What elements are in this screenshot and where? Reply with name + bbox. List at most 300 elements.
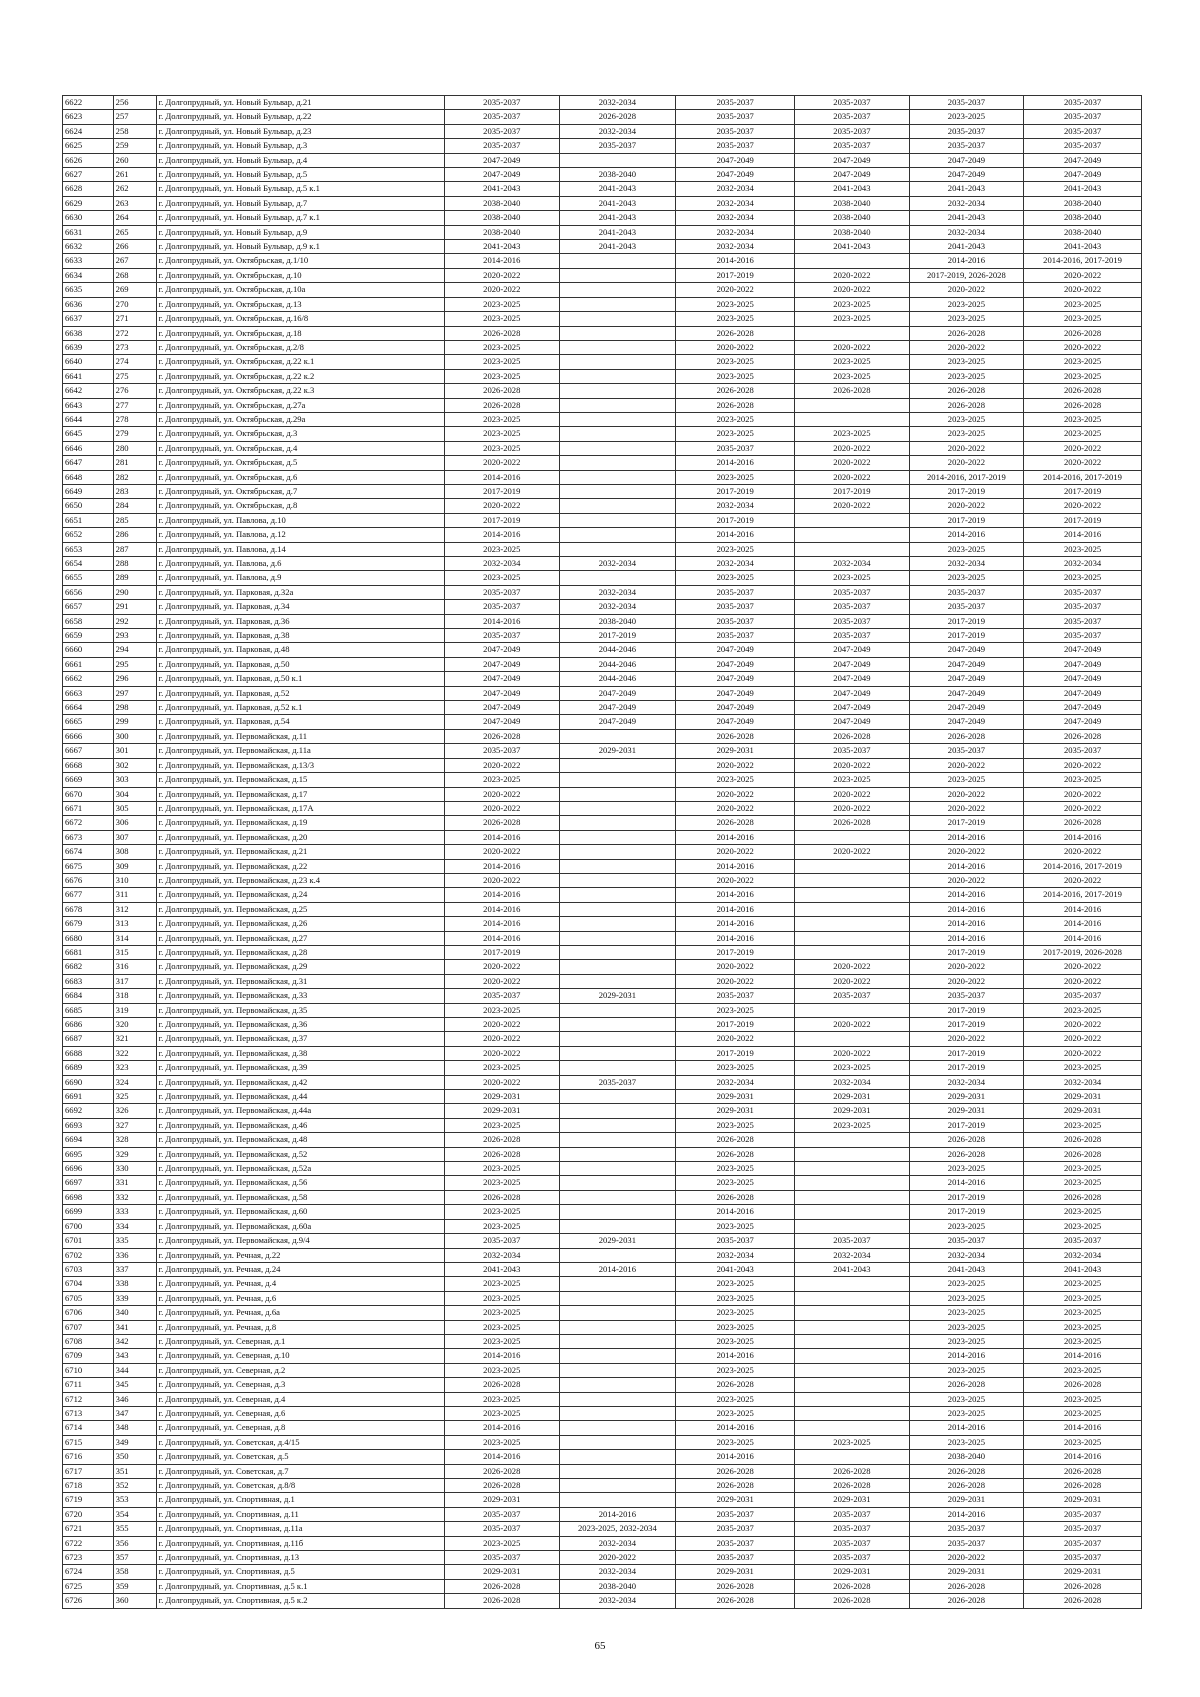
period-cell-6: 2035-2037 xyxy=(1024,1507,1142,1521)
item-number-cell: 270 xyxy=(113,297,156,311)
period-cell-3: 2047-2049 xyxy=(676,657,795,671)
table-row xyxy=(63,1190,1142,1204)
period-cell-4: 2035-2037 xyxy=(795,110,910,124)
address-cell: г. Долгопрудный, ул. Парковая, д.54 xyxy=(156,715,444,729)
period-cell-3: 2023-2025 xyxy=(676,312,795,326)
period-cell-5: 2023-2025 xyxy=(909,1435,1024,1449)
item-number-cell: 298 xyxy=(113,701,156,715)
period-cell-2 xyxy=(559,398,676,412)
table-row xyxy=(63,1406,1142,1420)
period-cell-4 xyxy=(795,1205,910,1219)
item-number-cell: 317 xyxy=(113,974,156,988)
item-number-cell: 329 xyxy=(113,1147,156,1161)
period-cell-6: 2038-2040 xyxy=(1024,225,1142,239)
period-cell-5: 2017-2019 xyxy=(909,1046,1024,1060)
table-row xyxy=(63,1378,1142,1392)
period-cell-4: 2020-2022 xyxy=(795,441,910,455)
row-number-cell: 6672 xyxy=(63,816,114,830)
period-cell-2 xyxy=(559,830,676,844)
period-cell-1: 2023-2025 xyxy=(445,1536,560,1550)
address-cell: г. Долгопрудный, ул. Первомайская, д.60а xyxy=(156,1219,444,1233)
period-cell-1: 2023-2025 xyxy=(445,1320,560,1334)
period-cell-6: 2047-2049 xyxy=(1024,686,1142,700)
address-cell: г. Долгопрудный, ул. Северная, д.8 xyxy=(156,1421,444,1435)
period-cell-4: 2035-2037 xyxy=(795,989,910,1003)
period-cell-3: 2017-2019 xyxy=(676,484,795,498)
period-cell-6: 2047-2049 xyxy=(1024,643,1142,657)
table-row xyxy=(63,1003,1142,1017)
period-cell-1: 2014-2016 xyxy=(445,614,560,628)
table-row xyxy=(63,917,1142,931)
address-cell: г. Долгопрудный, ул. Новый Бульвар, д.7 xyxy=(156,196,444,210)
period-cell-2 xyxy=(559,1291,676,1305)
period-cell-1: 2020-2022 xyxy=(445,456,560,470)
address-cell: г. Долгопрудный, ул. Первомайская, д.11а xyxy=(156,744,444,758)
address-cell: г. Долгопрудный, ул. Речная, д.6а xyxy=(156,1306,444,1320)
period-cell-2: 2032-2034 xyxy=(559,585,676,599)
period-cell-4: 2020-2022 xyxy=(795,845,910,859)
period-cell-2: 2032-2034 xyxy=(559,1565,676,1579)
period-cell-2 xyxy=(559,153,676,167)
period-cell-6: 2047-2049 xyxy=(1024,153,1142,167)
item-number-cell: 326 xyxy=(113,1104,156,1118)
period-cell-2: 2047-2049 xyxy=(559,701,676,715)
period-cell-6: 2014-2016 xyxy=(1024,830,1142,844)
address-cell: г. Долгопрудный, ул. Октябрьская, д.16/8 xyxy=(156,312,444,326)
address-cell: г. Долгопрудный, ул. Октябрьская, д.6 xyxy=(156,470,444,484)
period-cell-2 xyxy=(559,297,676,311)
table-row xyxy=(63,110,1142,124)
item-number-cell: 262 xyxy=(113,182,156,196)
period-cell-2 xyxy=(559,931,676,945)
period-cell-3: 2020-2022 xyxy=(676,283,795,297)
period-cell-6: 2047-2049 xyxy=(1024,715,1142,729)
row-number-cell: 6654 xyxy=(63,557,114,571)
address-cell: г. Долгопрудный, ул. Октябрьская, д.22 к.3 xyxy=(156,384,444,398)
period-cell-2 xyxy=(559,571,676,585)
period-cell-1: 2017-2019 xyxy=(445,513,560,527)
address-cell: г. Долгопрудный, ул. Новый Бульвар, д.4 xyxy=(156,153,444,167)
address-cell: г. Долгопрудный, ул. Первомайская, д.52а xyxy=(156,1162,444,1176)
period-cell-2: 2035-2037 xyxy=(559,139,676,153)
period-cell-3: 2035-2037 xyxy=(676,1551,795,1565)
period-cell-4: 2020-2022 xyxy=(795,499,910,513)
address-cell: г. Долгопрудный, ул. Первомайская, д.19 xyxy=(156,816,444,830)
period-cell-6: 2026-2028 xyxy=(1024,1147,1142,1161)
period-cell-6: 2041-2043 xyxy=(1024,1262,1142,1276)
period-cell-1: 2026-2028 xyxy=(445,1147,560,1161)
item-number-cell: 300 xyxy=(113,729,156,743)
period-cell-4 xyxy=(795,398,910,412)
table-row xyxy=(63,729,1142,743)
address-cell: г. Долгопрудный, ул. Первомайская, д.13/3 xyxy=(156,758,444,772)
item-number-cell: 295 xyxy=(113,657,156,671)
period-cell-3: 2026-2028 xyxy=(676,384,795,398)
row-number-cell: 6666 xyxy=(63,729,114,743)
row-number-cell: 6716 xyxy=(63,1450,114,1464)
item-number-cell: 311 xyxy=(113,888,156,902)
period-cell-4: 2035-2037 xyxy=(795,1536,910,1550)
period-cell-6: 2023-2025 xyxy=(1024,427,1142,441)
period-cell-5: 2023-2025 xyxy=(909,571,1024,585)
period-cell-2 xyxy=(559,384,676,398)
period-cell-2: 2032-2034 xyxy=(559,1594,676,1608)
table-row xyxy=(63,1176,1142,1190)
period-cell-5: 2023-2025 xyxy=(909,110,1024,124)
period-cell-1: 2023-2025 xyxy=(445,1205,560,1219)
address-cell: г. Долгопрудный, ул. Парковая, д.52 к.1 xyxy=(156,701,444,715)
period-cell-6: 2020-2022 xyxy=(1024,441,1142,455)
period-cell-3: 2023-2025 xyxy=(676,1291,795,1305)
period-cell-4: 2023-2025 xyxy=(795,571,910,585)
item-number-cell: 332 xyxy=(113,1190,156,1204)
table-row xyxy=(63,686,1142,700)
period-cell-4: 2041-2043 xyxy=(795,240,910,254)
item-number-cell: 331 xyxy=(113,1176,156,1190)
row-number-cell: 6622 xyxy=(63,96,114,110)
period-cell-3: 2023-2025 xyxy=(676,369,795,383)
period-cell-1: 2014-2016 xyxy=(445,528,560,542)
period-cell-1: 2041-2043 xyxy=(445,240,560,254)
period-cell-5: 2035-2037 xyxy=(909,1522,1024,1536)
period-cell-6: 2038-2040 xyxy=(1024,211,1142,225)
period-cell-3: 2026-2028 xyxy=(676,1147,795,1161)
address-cell: г. Долгопрудный, ул. Октябрьская, д.29а xyxy=(156,412,444,426)
address-cell: г. Долгопрудный, ул. Первомайская, д.31 xyxy=(156,974,444,988)
item-number-cell: 359 xyxy=(113,1579,156,1593)
period-cell-6: 2023-2025 xyxy=(1024,1061,1142,1075)
address-cell: г. Долгопрудный, ул. Первомайская, д.23 к.4 xyxy=(156,873,444,887)
table-row xyxy=(63,629,1142,643)
period-cell-1: 2023-2025 xyxy=(445,355,560,369)
period-cell-1: 2038-2040 xyxy=(445,211,560,225)
period-cell-1: 2035-2037 xyxy=(445,1507,560,1521)
period-cell-3: 2020-2022 xyxy=(676,758,795,772)
table-row xyxy=(63,1594,1142,1608)
table-row xyxy=(63,744,1142,758)
item-number-cell: 301 xyxy=(113,744,156,758)
table-row xyxy=(63,470,1142,484)
period-cell-5: 2047-2049 xyxy=(909,686,1024,700)
period-cell-1: 2023-2025 xyxy=(445,773,560,787)
table-row xyxy=(63,600,1142,614)
period-cell-5: 2026-2028 xyxy=(909,1147,1024,1161)
period-cell-1: 2020-2022 xyxy=(445,1018,560,1032)
address-cell: г. Долгопрудный, ул. Первомайская, д.15 xyxy=(156,773,444,787)
table-row xyxy=(63,1162,1142,1176)
table-row xyxy=(63,1277,1142,1291)
item-number-cell: 290 xyxy=(113,585,156,599)
address-cell: г. Долгопрудный, ул. Октябрьская, д.3 xyxy=(156,427,444,441)
period-cell-1: 2047-2049 xyxy=(445,715,560,729)
table-row xyxy=(63,369,1142,383)
period-cell-5: 2026-2028 xyxy=(909,1579,1024,1593)
period-cell-1: 2035-2037 xyxy=(445,139,560,153)
period-cell-5: 2026-2028 xyxy=(909,1594,1024,1608)
item-number-cell: 338 xyxy=(113,1277,156,1291)
period-cell-4 xyxy=(795,1162,910,1176)
table-row xyxy=(63,657,1142,671)
row-number-cell: 6719 xyxy=(63,1493,114,1507)
row-number-cell: 6697 xyxy=(63,1176,114,1190)
period-cell-1: 2023-2025 xyxy=(445,1219,560,1233)
period-cell-6: 2029-2031 xyxy=(1024,1090,1142,1104)
period-cell-5: 2026-2028 xyxy=(909,326,1024,340)
table-row xyxy=(63,427,1142,441)
address-cell: г. Долгопрудный, ул. Первомайская, д.24 xyxy=(156,888,444,902)
period-cell-1: 2026-2028 xyxy=(445,729,560,743)
period-cell-1: 2023-2025 xyxy=(445,369,560,383)
period-cell-5: 2023-2025 xyxy=(909,312,1024,326)
period-cell-1: 2020-2022 xyxy=(445,758,560,772)
period-cell-1: 2029-2031 xyxy=(445,1493,560,1507)
period-cell-2 xyxy=(559,499,676,513)
period-cell-5: 2032-2034 xyxy=(909,1075,1024,1089)
period-cell-5: 2032-2034 xyxy=(909,557,1024,571)
row-number-cell: 6652 xyxy=(63,528,114,542)
period-cell-3: 2014-2016 xyxy=(676,254,795,268)
address-cell: г. Долгопрудный, ул. Речная, д.22 xyxy=(156,1248,444,1262)
row-number-cell: 6705 xyxy=(63,1291,114,1305)
address-cell: г. Долгопрудный, ул. Новый Бульвар, д.21 xyxy=(156,96,444,110)
address-cell: г. Долгопрудный, ул. Первомайская, д.52 xyxy=(156,1147,444,1161)
address-cell: г. Долгопрудный, ул. Парковая, д.34 xyxy=(156,600,444,614)
period-cell-5: 2020-2022 xyxy=(909,787,1024,801)
period-cell-4: 2029-2031 xyxy=(795,1493,910,1507)
period-cell-1: 2020-2022 xyxy=(445,268,560,282)
address-cell: г. Долгопрудный, ул. Первомайская, д.26 xyxy=(156,917,444,931)
address-cell: г. Долгопрудный, ул. Парковая, д.50 к.1 xyxy=(156,672,444,686)
table-row xyxy=(63,456,1142,470)
address-cell: г. Долгопрудный, ул. Первомайская, д.33 xyxy=(156,989,444,1003)
period-cell-2 xyxy=(559,787,676,801)
row-number-cell: 6723 xyxy=(63,1551,114,1565)
period-cell-3: 2029-2031 xyxy=(676,1104,795,1118)
period-cell-5: 2023-2025 xyxy=(909,1392,1024,1406)
period-cell-3: 2047-2049 xyxy=(676,153,795,167)
period-cell-5: 2020-2022 xyxy=(909,283,1024,297)
row-number-cell: 6706 xyxy=(63,1306,114,1320)
period-cell-3: 2014-2016 xyxy=(676,528,795,542)
row-number-cell: 6645 xyxy=(63,427,114,441)
period-cell-6: 2026-2028 xyxy=(1024,1190,1142,1204)
period-cell-6: 2026-2028 xyxy=(1024,1378,1142,1392)
period-cell-4: 2020-2022 xyxy=(795,340,910,354)
item-number-cell: 319 xyxy=(113,1003,156,1017)
period-cell-5: 2026-2028 xyxy=(909,1479,1024,1493)
address-cell: г. Долгопрудный, ул. Первомайская, д.20 xyxy=(156,830,444,844)
table-row xyxy=(63,1493,1142,1507)
period-cell-1: 2026-2028 xyxy=(445,1378,560,1392)
period-cell-5: 2020-2022 xyxy=(909,456,1024,470)
table-row xyxy=(63,1234,1142,1248)
address-cell: г. Долгопрудный, ул. Новый Бульвар, д.5 xyxy=(156,168,444,182)
period-cell-4: 2026-2028 xyxy=(795,1464,910,1478)
table-row xyxy=(63,945,1142,959)
item-number-cell: 313 xyxy=(113,917,156,931)
row-number-cell: 6667 xyxy=(63,744,114,758)
period-cell-5: 2032-2034 xyxy=(909,196,1024,210)
table-row xyxy=(63,1018,1142,1032)
address-cell: г. Долгопрудный, ул. Советская, д.4/15 xyxy=(156,1435,444,1449)
item-number-cell: 281 xyxy=(113,456,156,470)
period-cell-1: 2026-2028 xyxy=(445,384,560,398)
period-cell-5: 2020-2022 xyxy=(909,1032,1024,1046)
table-row xyxy=(63,1450,1142,1464)
table-row xyxy=(63,168,1142,182)
period-cell-3: 2035-2037 xyxy=(676,441,795,455)
period-cell-1: 2014-2016 xyxy=(445,859,560,873)
period-cell-4: 2026-2028 xyxy=(795,1479,910,1493)
period-cell-3: 2041-2043 xyxy=(676,1262,795,1276)
period-cell-4 xyxy=(795,254,910,268)
period-cell-4 xyxy=(795,1032,910,1046)
row-number-cell: 6634 xyxy=(63,268,114,282)
period-cell-6: 2026-2028 xyxy=(1024,1464,1142,1478)
address-cell: г. Долгопрудный, ул. Первомайская, д.25 xyxy=(156,902,444,916)
period-cell-2 xyxy=(559,1406,676,1420)
item-number-cell: 271 xyxy=(113,312,156,326)
table-row xyxy=(63,1133,1142,1147)
period-cell-3: 2014-2016 xyxy=(676,931,795,945)
period-cell-3: 2035-2037 xyxy=(676,124,795,138)
period-cell-4 xyxy=(795,1378,910,1392)
item-number-cell: 303 xyxy=(113,773,156,787)
period-cell-3: 2035-2037 xyxy=(676,1522,795,1536)
period-cell-6: 2017-2019 xyxy=(1024,513,1142,527)
period-cell-2 xyxy=(559,470,676,484)
period-cell-3: 2032-2034 xyxy=(676,1248,795,1262)
period-cell-4: 2026-2028 xyxy=(795,1594,910,1608)
period-cell-6: 2035-2037 xyxy=(1024,1536,1142,1550)
item-number-cell: 355 xyxy=(113,1522,156,1536)
item-number-cell: 279 xyxy=(113,427,156,441)
period-cell-2 xyxy=(559,441,676,455)
row-number-cell: 6630 xyxy=(63,211,114,225)
period-cell-3: 2035-2037 xyxy=(676,110,795,124)
period-cell-1: 2020-2022 xyxy=(445,801,560,815)
period-cell-2 xyxy=(559,326,676,340)
period-cell-1: 2020-2022 xyxy=(445,1046,560,1060)
period-cell-1: 2032-2034 xyxy=(445,557,560,571)
item-number-cell: 351 xyxy=(113,1464,156,1478)
period-cell-6: 2023-2025 xyxy=(1024,1118,1142,1132)
period-cell-6: 2023-2025 xyxy=(1024,1219,1142,1233)
period-cell-1: 2023-2025 xyxy=(445,1061,560,1075)
address-cell: г. Долгопрудный, ул. Октябрьская, д.1/10 xyxy=(156,254,444,268)
item-number-cell: 288 xyxy=(113,557,156,571)
table-row xyxy=(63,1536,1142,1550)
period-cell-2 xyxy=(559,312,676,326)
item-number-cell: 307 xyxy=(113,830,156,844)
period-cell-2 xyxy=(559,1205,676,1219)
period-cell-5: 2035-2037 xyxy=(909,124,1024,138)
period-cell-2: 2032-2034 xyxy=(559,600,676,614)
period-cell-6: 2014-2016, 2017-2019 xyxy=(1024,888,1142,902)
period-cell-3: 2026-2028 xyxy=(676,1594,795,1608)
period-cell-4: 2047-2049 xyxy=(795,643,910,657)
row-number-cell: 6717 xyxy=(63,1464,114,1478)
item-number-cell: 327 xyxy=(113,1118,156,1132)
period-cell-2 xyxy=(559,1190,676,1204)
period-cell-5: 2029-2031 xyxy=(909,1104,1024,1118)
period-cell-5: 2017-2019 xyxy=(909,1205,1024,1219)
table-row xyxy=(63,960,1142,974)
period-cell-2 xyxy=(559,528,676,542)
period-cell-4: 2020-2022 xyxy=(795,974,910,988)
row-number-cell: 6663 xyxy=(63,686,114,700)
period-cell-6: 2035-2037 xyxy=(1024,744,1142,758)
table-row xyxy=(63,1421,1142,1435)
table-row xyxy=(63,859,1142,873)
period-cell-1: 2047-2049 xyxy=(445,672,560,686)
period-cell-3: 2014-2016 xyxy=(676,1205,795,1219)
address-cell: г. Долгопрудный, ул. Спортивная, д.11 xyxy=(156,1507,444,1521)
period-cell-3: 2023-2025 xyxy=(676,1334,795,1348)
period-cell-3: 2035-2037 xyxy=(676,1536,795,1550)
row-number-cell: 6710 xyxy=(63,1363,114,1377)
item-number-cell: 264 xyxy=(113,211,156,225)
period-cell-4: 2026-2028 xyxy=(795,816,910,830)
period-cell-1: 2020-2022 xyxy=(445,499,560,513)
period-cell-1: 2023-2025 xyxy=(445,1392,560,1406)
row-number-cell: 6653 xyxy=(63,542,114,556)
period-cell-5: 2023-2025 xyxy=(909,1162,1024,1176)
row-number-cell: 6720 xyxy=(63,1507,114,1521)
item-number-cell: 267 xyxy=(113,254,156,268)
item-number-cell: 314 xyxy=(113,931,156,945)
address-cell: г. Долгопрудный, ул. Павлова, д.10 xyxy=(156,513,444,527)
period-cell-4: 2047-2049 xyxy=(795,153,910,167)
period-cell-6: 2047-2049 xyxy=(1024,657,1142,671)
period-cell-2 xyxy=(559,369,676,383)
period-cell-5: 2026-2028 xyxy=(909,384,1024,398)
period-cell-2 xyxy=(559,960,676,974)
table-row xyxy=(63,1363,1142,1377)
row-number-cell: 6651 xyxy=(63,513,114,527)
period-cell-6: 2020-2022 xyxy=(1024,758,1142,772)
address-cell: г. Долгопрудный, ул. Первомайская, д.22 xyxy=(156,859,444,873)
item-number-cell: 342 xyxy=(113,1334,156,1348)
period-cell-5: 2020-2022 xyxy=(909,340,1024,354)
period-cell-3: 2032-2034 xyxy=(676,499,795,513)
period-cell-2 xyxy=(559,1162,676,1176)
period-cell-1: 2035-2037 xyxy=(445,629,560,643)
period-cell-3: 2023-2025 xyxy=(676,1176,795,1190)
period-cell-3: 2035-2037 xyxy=(676,585,795,599)
period-cell-3: 2023-2025 xyxy=(676,1118,795,1132)
item-number-cell: 265 xyxy=(113,225,156,239)
period-cell-4: 2041-2043 xyxy=(795,182,910,196)
item-number-cell: 350 xyxy=(113,1450,156,1464)
period-cell-2 xyxy=(559,801,676,815)
row-number-cell: 6703 xyxy=(63,1262,114,1276)
period-cell-2: 2035-2037 xyxy=(559,1075,676,1089)
period-cell-5: 2038-2040 xyxy=(909,1450,1024,1464)
period-cell-2: 2041-2043 xyxy=(559,196,676,210)
period-cell-5: 2026-2028 xyxy=(909,729,1024,743)
period-cell-1: 2047-2049 xyxy=(445,153,560,167)
period-cell-4 xyxy=(795,1334,910,1348)
item-number-cell: 302 xyxy=(113,758,156,772)
period-cell-3: 2017-2019 xyxy=(676,1046,795,1060)
period-cell-5: 2020-2022 xyxy=(909,1551,1024,1565)
period-cell-4: 2047-2049 xyxy=(795,686,910,700)
period-cell-3: 2032-2034 xyxy=(676,1075,795,1089)
period-cell-1: 2023-2025 xyxy=(445,1363,560,1377)
period-cell-6: 2023-2025 xyxy=(1024,1162,1142,1176)
address-cell: г. Долгопрудный, ул. Павлова, д.12 xyxy=(156,528,444,542)
